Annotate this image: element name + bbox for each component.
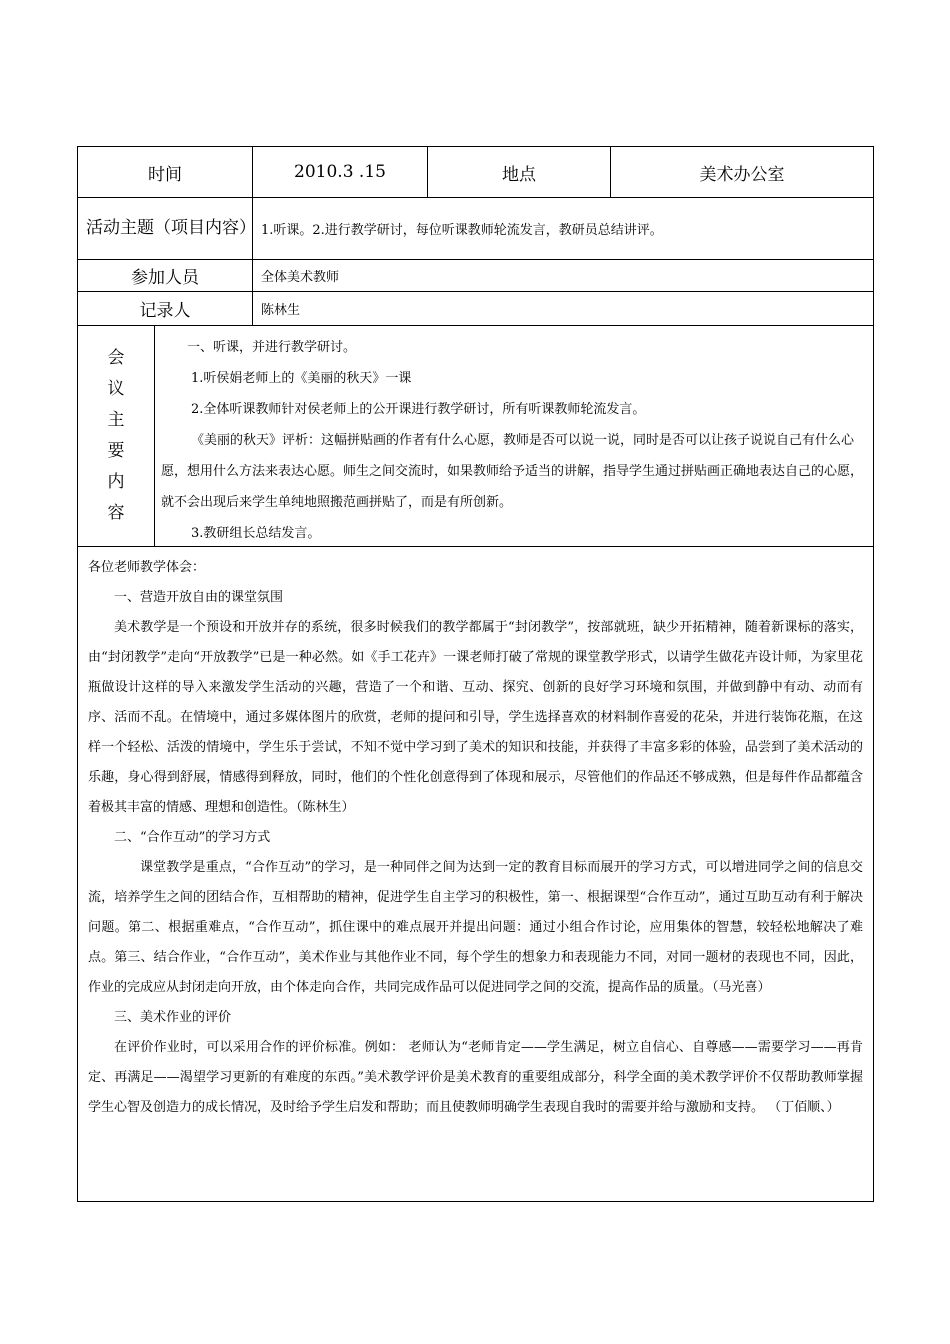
theme-label: 活动主题（项目内容） — [78, 198, 253, 259]
notes-row — [78, 547, 873, 1201]
teacher-notes — [78, 547, 873, 1201]
recorder-value: 陈林生 — [261, 303, 301, 318]
meeting-line: 一、听课，并进行教学研讨。 — [187, 340, 357, 355]
meeting-line: 1.听侯娟老师上的《美丽的秋天》一课 — [191, 371, 412, 386]
participants-label: 参加人员 — [78, 260, 253, 291]
meeting-review: 《美丽的秋天》评析：这幅拼贴画的作者有什么心愿，教师是否可以说一说，同时是否可以让孩子说说自己有什么心愿，想用什么方法来表达心愿。师生之间交流时，如果教师给予适当的讲解，指导学生通过拼贴画正确地表达自己的心愿，就不会出现后来学生单纯地照搬范画拼贴了，而是有所创新。 — [161, 433, 864, 510]
time-value: 2010.3 .15 — [253, 147, 428, 197]
time-label: 时间 — [78, 147, 253, 197]
participants-value: 全体美术教师 — [261, 270, 340, 285]
recorder-label: 记录人 — [78, 292, 253, 325]
meeting-label-char: 容 — [107, 503, 125, 523]
meeting-label-char: 议 — [107, 379, 125, 399]
meeting-line: 3.教研组长总结发言。 — [191, 526, 321, 541]
notes-intro: 各位老师教学体会： — [88, 560, 206, 575]
meeting-row — [78, 326, 873, 547]
section-title: 三、美术作业的评价 — [114, 1010, 232, 1025]
place-value: 美术办公室 — [699, 164, 785, 185]
meeting-line: 2.全体听课教师针对侯老师上的公开课进行教学研讨，所有听课教师轮流发言。 — [191, 402, 646, 417]
theme-row — [78, 198, 873, 260]
section-body: 课堂教学是重点，“合作互动”的学习，是一种同伴之间为达到一定的教育目标而展开的学习方式，可以增进同学之间的信息交流，培养学生之间的团结合作，互相帮助的精神，促进学生自主学习的积极性，第一、根据课型“合作互动”，通过互助互动有利于解决问题。第二、根据重难点，“合作互动”，抓住课中的难点展开并提出问题：通过小组合作讨论，应用集体的智慧，较轻松地解决了难点。第三、结合作业，“合作互动”，美术作业与其他作业不同，每个学生的想象力和表现能力不同，对同一题材的表现也不同，因此，作业的完成应从封闭走向开放，由个体走向合作，共同完成作品可以促进同学之间的交流，提高作品的质量。（马光喜） — [88, 860, 863, 995]
place-label: 地点 — [428, 147, 611, 197]
participants-row — [78, 260, 873, 292]
meeting-content — [155, 326, 873, 546]
recorder-row — [78, 292, 873, 326]
meeting-label-char: 会 — [107, 348, 125, 368]
meeting-label-char: 要 — [107, 441, 125, 461]
section-body: 在评价作业时，可以采用合作的评价标准。例如： 老师认为“老师肯定——学生满足，树立自信心、自尊感——需要学习——再肯定、再满足——渴望学习更新的有难度的东西。”美术教学评价是美术教育的重要组成部分，科学全面的美术教学评价不仅帮助教师掌握学生心智及创造力的成长情况，及时给予学生启发和帮助；而且使教师明确学生表现自我时的需要并给与激励和支持。 （丁佰顺、） — [88, 1040, 863, 1115]
section-title: 一、营造开放自由的课堂氛围 — [114, 590, 284, 605]
header-row — [78, 147, 873, 198]
meeting-label — [78, 326, 155, 546]
section-body: 美术教学是一个预设和开放并存的系统，很多时候我们的教学都属于“封闭教学”，按部就班，缺少开拓精神，随着新课标的落实，由“封闭教学”走向“开放教学”已是一种必然。如《手工花卉》一课老师打破了常规的课堂教学形式，以请学生做花卉设计师，为家里花瓶做设计这样的导入来激发学生活动的兴趣，营造了一个和谐、互动、探究、创新的良好学习环境和氛围，并做到静中有动、动而有序、活而不乱。在情境中，通过多媒体图片的欣赏，老师的提问和引导，学生选择喜欢的材料制作喜爱的花朵，并进行装饰花瓶，在这样一个轻松、活泼的情境中，学生乐于尝试，不知不觉中学习到了美术的知识和技能，并获得了丰富多彩的体验，品尝到了美术活动的乐趣，身心得到舒展，情感得到释放，同时，他们的个性化创意得到了体现和展示，尽管他们的作品还不够成熟，但是每件作品都蕴含着极其丰富的情感、理想和创造性。（陈林生） — [88, 620, 863, 815]
activity-record-table — [77, 146, 874, 1202]
meeting-label-char: 主 — [107, 410, 125, 430]
theme-value: 1.听课。2.进行教学研讨，每位听课教师轮流发言，教研员总结讲评。 — [261, 223, 663, 238]
meeting-label-char: 内 — [107, 472, 125, 492]
section-title: 二、“合作互动”的学习方式 — [114, 830, 271, 845]
